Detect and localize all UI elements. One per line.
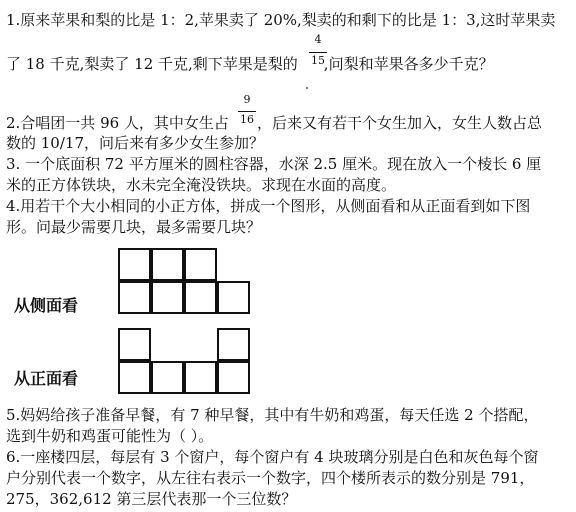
side-view-square [118,281,151,314]
front-view-square [217,328,250,361]
problem-6-line-1: 6.一座楼四层，每层有 3 个窗户，每个窗户有 4 块玻璃分别是白色和灰色每个窗 [6,448,539,466]
problem-3-line-1: 3. 一个底面积 72 平方厘米的圆柱容器，水深 2.5 厘米。现在放入一个棱长 6 厘 [6,155,542,173]
problem-5-line-1: 5.妈妈给孩子准备早餐，有 7 种早餐，其中有牛奶和鸡蛋，每天任选 2 个搭配， [6,406,539,424]
side-view-square [151,248,184,281]
problem-6-line-2: 户分别代表一个数字，从左往右表示一个数字，四个楼所表示的数分别是 791， [6,469,535,487]
problem-1-line-2 [6,55,494,73]
problem-2-fraction-bar [238,111,256,112]
problem-1-fraction-denominator: 15 [311,54,325,67]
problem-2-fraction-denominator: 16 [240,113,254,126]
stray-dot [306,87,308,89]
front-view-square [217,361,250,394]
problem-1-fraction-numerator: 4 [314,33,322,46]
problem-4-line-2: 形。问最少需要几块，最多需要几块？ [6,218,262,236]
side-view-square [118,248,151,281]
problem-1-text-before-fraction: 了 18 千克,梨卖了 12 千克,剩下苹果是梨的 [6,55,298,73]
problem-2-line-1 [6,114,542,132]
problem-4-line-1: 4.用若干个大小相同的小正方体，拼成一个图形，从侧面看和从正面看到如下图 [6,197,531,215]
side-view-square [184,248,217,281]
front-view-square [118,361,151,394]
problem-1-line-1: 1.原来苹果和梨的比是 1：2,苹果卖了 20%,梨卖的和剩下的比是 1：3,这时苹果卖 [6,11,556,29]
side-view-square [151,281,184,314]
side-view-square [217,281,250,314]
problem-1-fraction-bar [309,52,327,53]
problem-2-text-before-fraction: 2.合唱团一共 96 人，其中女生占 [6,114,229,132]
side-view-square [184,281,217,314]
side-view-label: 从侧面看 [14,296,79,315]
problem-3-line-2: 米的正方体铁块，水未完全淹没铁块。求现在水面的高度。 [6,176,397,194]
front-view-square [184,361,217,394]
front-view-square [118,328,151,361]
problem-6-line-3: 275，362,612 第三层代表那一个三位数？ [6,490,297,508]
problem-1-text-after-fraction: ,问梨和苹果各多少千克？ [323,55,494,73]
problem-2-line-2: 数的 10/17，问后来有多少女生参加？ [6,134,264,152]
front-view-square [151,361,184,394]
front-view-label: 从正面看 [14,369,79,388]
problem-2-text-after-fraction: ，后来又有若干个女生加入，女生人数占总 [256,114,542,132]
problem-5-line-2: 选到牛奶和鸡蛋可能性为（ ）。 [6,427,214,445]
problem-2-fraction-numerator: 9 [243,93,251,106]
